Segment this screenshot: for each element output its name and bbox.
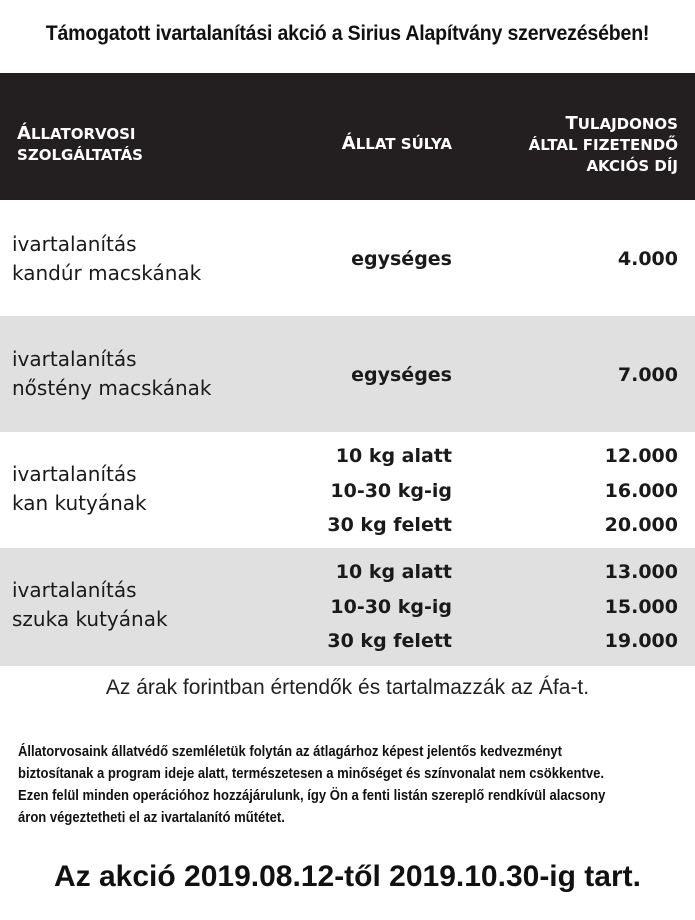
- header-service-line: ÁLLATORVOSI: [17, 123, 136, 144]
- weight-cell: 30 kg felett: [327, 630, 452, 652]
- weight-cell: 10 kg alatt: [335, 561, 452, 583]
- price-cell: 13.000: [604, 561, 678, 583]
- table-row: [0, 200, 695, 316]
- price-cell: 16.000: [604, 480, 678, 502]
- service-line: ivartalanítás: [12, 462, 137, 486]
- header-fee: [529, 113, 678, 177]
- price-cell: 19.000: [604, 630, 678, 652]
- price-cell: 15.000: [604, 596, 678, 618]
- service-line: ivartalanítás: [12, 347, 137, 371]
- service-cell: [12, 345, 212, 403]
- price-cell: 7.000: [617, 364, 678, 386]
- service-line: kan kutyának: [12, 491, 147, 515]
- header-fee-line: AKCIÓS DÍJ: [586, 157, 678, 175]
- disclaimer: [18, 741, 621, 829]
- price-cell: 12.000: [604, 445, 678, 467]
- table-row: [0, 548, 695, 666]
- table-row: [0, 316, 695, 432]
- service-cell: [12, 460, 147, 518]
- service-cell: [12, 576, 168, 634]
- weight-cell: 30 kg felett: [327, 514, 452, 536]
- service-line: szuka kutyának: [12, 607, 168, 631]
- disclaimer-line: biztosítanak a program ideje alatt, természetesen a minőséget és színvonalat nem csökkentve.: [18, 766, 605, 782]
- service-line: ivartalanítás: [12, 578, 137, 602]
- header-service-line: SZOLGÁLTATÁS: [17, 146, 143, 164]
- header-weight: [342, 133, 452, 155]
- service-cell: [12, 230, 201, 288]
- weight-cell: egységes: [351, 364, 452, 386]
- header-service: [17, 123, 143, 166]
- price-cell: 4.000: [617, 248, 678, 270]
- header-fee-line: TULAJDONOS: [565, 113, 678, 134]
- weight-cell: 10-30 kg-ig: [330, 480, 452, 502]
- table-row: [0, 432, 695, 548]
- header-fee-line: ÁLTAL FIZETENDŐ: [528, 136, 678, 154]
- headline: Támogatott ivartalanítási akció a Sirius Alapítvány szervezésében!: [45, 22, 650, 45]
- service-line: ivartalanítás: [12, 232, 137, 256]
- disclaimer-line: Ezen felül minden operációhoz hozzájárulunk, így Ön a fenti listán szereplő rendkívül alacsony: [18, 788, 606, 804]
- campaign-dates: Az akció 2019.08.12-től 2019.10.30-ig tart.: [54, 860, 641, 893]
- table-header: [0, 73, 695, 200]
- service-line: kandúr macskának: [12, 261, 202, 285]
- header-weight-line: ÁLLAT SÚLYA: [341, 133, 452, 154]
- price-note: Az árak forintban értendők és tartalmazzák az Áfa-t.: [105, 676, 590, 699]
- disclaimer-line: áron végeztetheti el az ivartalanító műtétet.: [18, 810, 285, 826]
- service-line: nőstény macskának: [12, 376, 212, 400]
- weight-cell: 10-30 kg-ig: [330, 596, 452, 618]
- weight-cell: 10 kg alatt: [335, 445, 452, 467]
- weight-cell: egységes: [351, 248, 452, 270]
- price-cell: 20.000: [604, 514, 678, 536]
- disclaimer-line: Állatorvosaink állatvédő szemléletük folytán az átlagárhoz képest jelentős kedvezményt: [18, 744, 562, 760]
